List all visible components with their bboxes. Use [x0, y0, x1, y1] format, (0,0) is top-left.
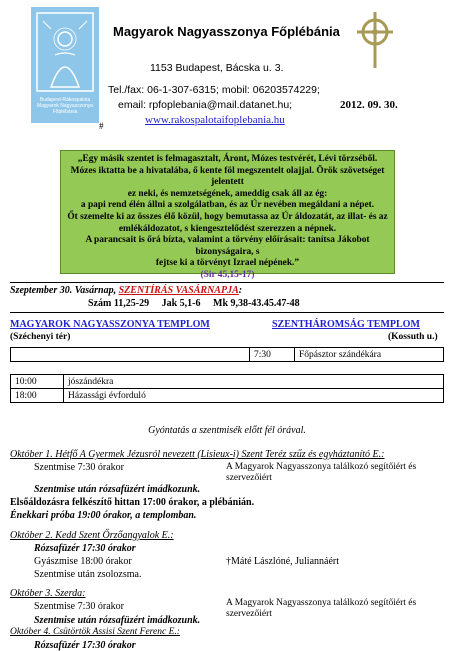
- schedule-table-left: [10, 374, 444, 403]
- time-cell: 18:00: [11, 389, 64, 403]
- event-cell: Házassági évforduló: [64, 389, 444, 403]
- schedule-table-top: [10, 347, 444, 362]
- hash-mark: #: [99, 121, 104, 131]
- day-title-wed: Október 3. Szerda:: [10, 588, 86, 599]
- confession-note: Gyóntatás a szentmisék előtt fél órával.: [148, 425, 306, 436]
- tue-rosary: Rózsafüzér 17:30 órakor: [34, 543, 136, 554]
- day-title-tue: Október 2. Kedd Szent Őrzőangyalok E.:: [10, 530, 174, 541]
- sunday-feast: SZENTÍRÁS VASÁRNAPJA: [118, 285, 239, 296]
- tue-intention: †Máté Lászlóné, Juliannáért: [226, 556, 340, 567]
- church-name: Magyarok Nagyasszonya Főplébánia: [113, 24, 340, 39]
- time-cell: 7:30: [250, 348, 295, 362]
- phone-line: Tel./fax: 06-1-307-6315; mobil: 06203574229;: [108, 84, 320, 96]
- divider: [10, 312, 444, 313]
- quote-line: Őt szemelte ki az összes élő közül, hogy bemutassa az Úr áldozatát, az illat- és az: [67, 211, 388, 222]
- day-title-thu: Október 4. Csütörtök Assisi Szent Ferenc E.:: [10, 627, 180, 637]
- right-church-location: (Kossuth u.): [388, 332, 438, 342]
- quote-line: A parancsait is őrá bízta, valamint a törvény előírásait: tanítsa Jákobot bizonyságaira, s: [85, 235, 370, 257]
- celtic-cross-icon: [353, 10, 397, 70]
- sunday-date: Szeptember 30. Vasárnap,: [10, 285, 119, 296]
- tue-mass: Gyászmise 18:00 órakor: [34, 556, 132, 567]
- quote-line: fejtse ki a törvényt Izrael népének.”: [155, 258, 300, 269]
- quote-line: a papi rend élén állni a szolgálatban, és az Úr nevében megáldani a népet.: [80, 200, 375, 211]
- left-church-location: (Széchenyi tér): [10, 332, 71, 342]
- wed-intention: A Magyarok Nagyasszonya találkozó segítőiért és szervezőiért: [226, 598, 417, 619]
- event-cell: jószándékra: [64, 375, 444, 389]
- mon-communion-class: Elsőáldozásra felkészítő hittan 17:00 órakor, a plébánián.: [10, 497, 255, 508]
- empty-cell: [11, 348, 250, 362]
- quote-reference: (Sir 45,15-17): [200, 269, 255, 280]
- mon-rosary: Szentmise után rózsafüzért imádkozunk.: [34, 484, 201, 495]
- event-cell: Főpásztor szándékára: [295, 348, 444, 362]
- quote-line: Mózes iktatta be a hivatalába, ő kente föl megszentelt olajjal. Örök szövetséget jelentett: [70, 165, 385, 188]
- thu-rosary: Rózsafüzér 17:30 órakor: [34, 640, 136, 651]
- email-line: email: rpfoplebania@mail.datanet.hu;: [118, 99, 293, 111]
- quote-line: ez neki, és nemzetségének, ameddig csak áll az ég:: [127, 188, 328, 199]
- day-title-mon: Október 1. Hétfő A Gyermek Jézusról nevezett (Lisieux-i) Szent Teréz szűz és egyháztanító E.:: [10, 449, 385, 460]
- table-row: [11, 375, 444, 389]
- website-link[interactable]: www.rakospalotaifoplebania.hu: [145, 114, 285, 126]
- tue-vespers: Szentmise után zsolozsma.: [34, 569, 142, 580]
- wed-mass: Szentmise 7:30 órakor: [34, 601, 124, 612]
- bulletin-date: 2012. 09. 30.: [340, 99, 398, 111]
- mon-choir: Énekkari próba 19:00 órakor, a templomban.: [10, 510, 197, 521]
- quote-line: „Egy másik szentet is felmagasztalt, Áront, Mózes testvérét, Lévi törzséből.: [77, 154, 378, 164]
- parish-logo: [31, 7, 99, 123]
- quote-line: emlékáldozatot, s kiengesztelődést szerezzen a népnek.: [118, 223, 337, 234]
- sunday-colon: :: [238, 285, 243, 296]
- sunday-readings: Szám 11,25-29 Jak 5,1-6 Mk 9,38-43.45.47-48: [88, 298, 300, 309]
- right-church-name: SZENTHÁROMSÁG TEMPLOM: [272, 319, 420, 330]
- scripture-quote: [60, 150, 395, 280]
- sunday-title: [10, 285, 242, 296]
- table-row: [11, 348, 444, 362]
- wed-rosary: Szentmise után rózsafüzért imádkozunk.: [34, 615, 201, 626]
- time-cell: 10:00: [11, 375, 64, 389]
- address: 1153 Budapest, Bácska u. 3.: [150, 62, 284, 74]
- mon-intention: A Magyarok Nagyasszonya találkozó segítőiért és szervezőiért: [226, 462, 417, 483]
- table-row: [11, 389, 444, 403]
- divider: [10, 282, 444, 283]
- left-church-name: MAGYAROK NAGYASSZONYA TEMPLOM: [10, 319, 210, 330]
- logo-caption: Budapest-Rákospalota Magyarok Nagyasszonya Főplébánia: [36, 97, 94, 115]
- mon-mass: Szentmise 7:30 órakor: [34, 462, 124, 473]
